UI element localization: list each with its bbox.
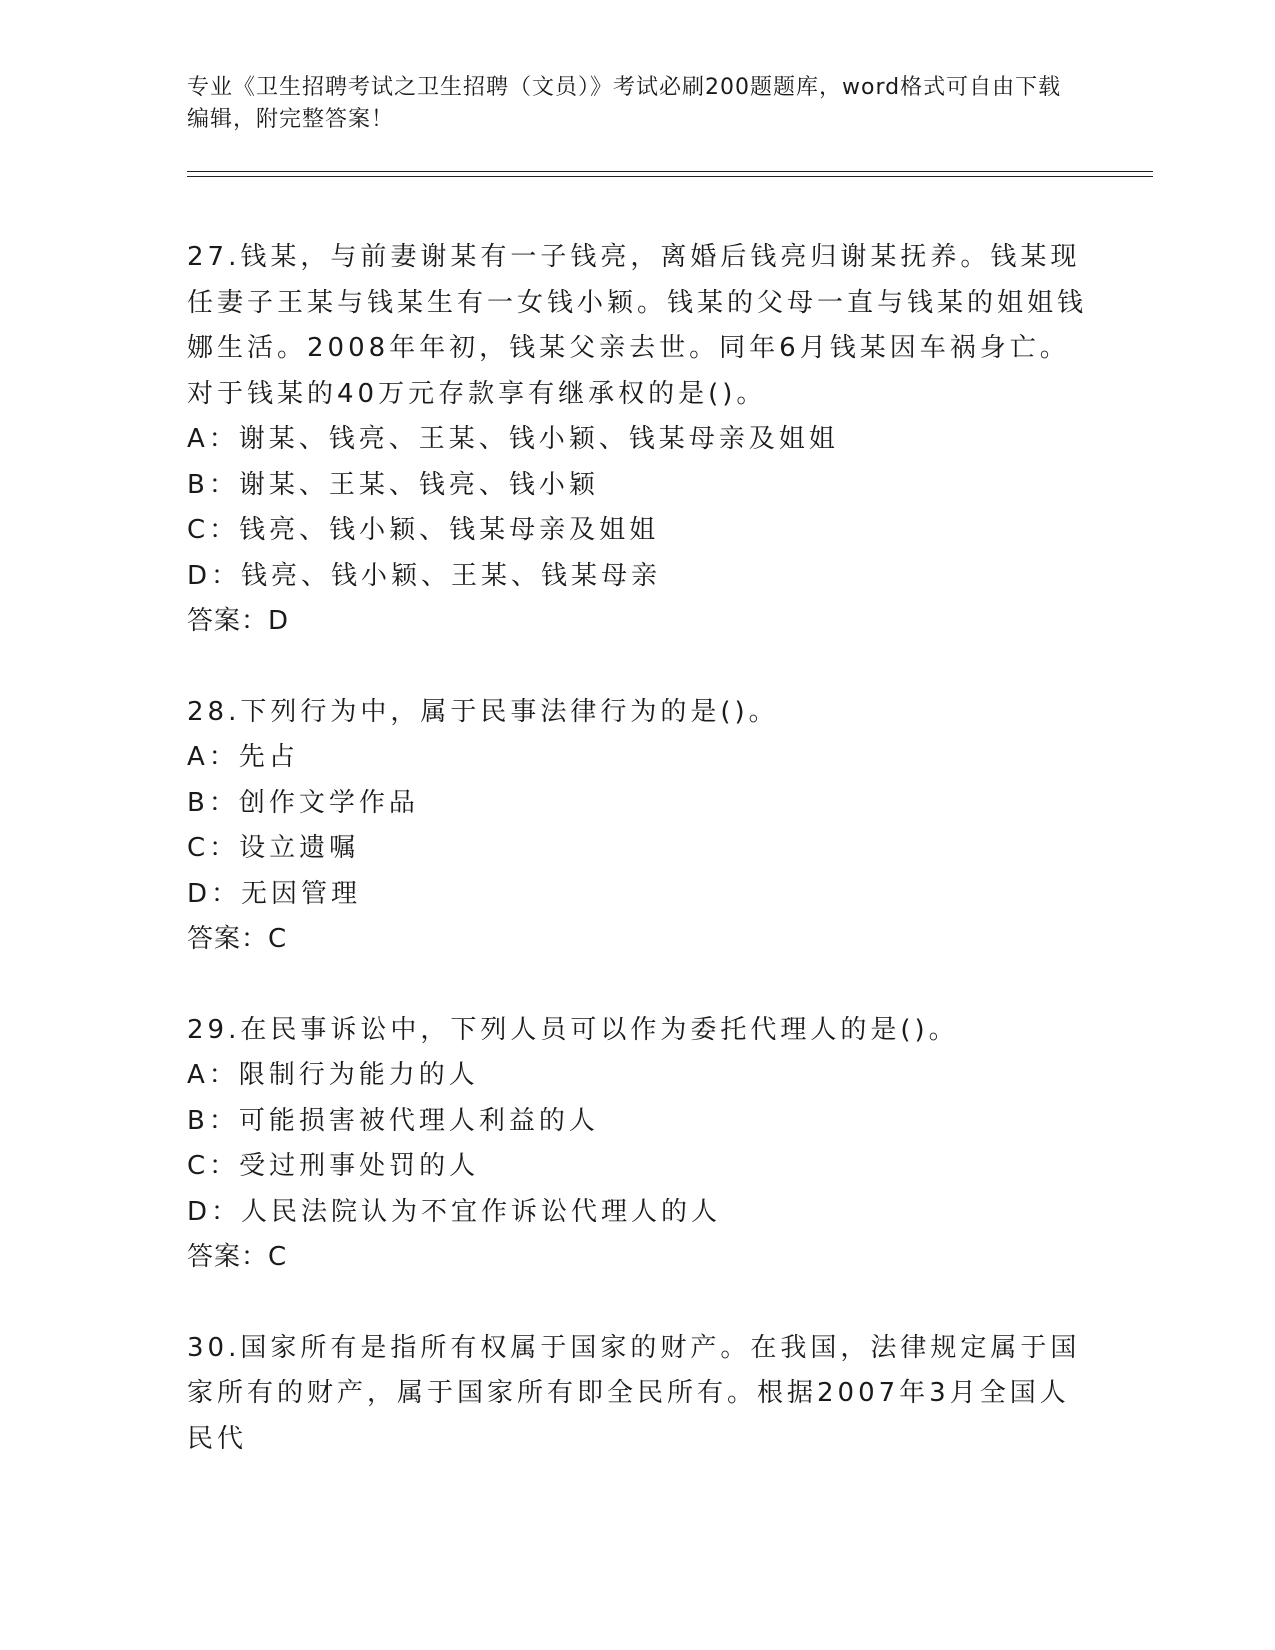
option-d: D：人民法院认为不宜作诉讼代理人的人 <box>187 1196 722 1227</box>
header-divider-top <box>187 171 1153 172</box>
option-a: A：限制行为能力的人 <box>187 1060 479 1090</box>
answer: 答案：C <box>187 924 288 954</box>
option-d: D：钱亮、钱小颖、王某、钱某母亲 <box>187 560 662 591</box>
document-header: 专业《卫生招聘考试之卫生招聘（文员）》考试必刷200题题库，word格式可自由下载编辑，附完整答案！ <box>187 75 1062 132</box>
question-stem: 27.钱某，与前妻谢某有一子钱亮，离婚后钱亮归谢某抚养。钱某现任妻子王某与钱某生有一女钱小颖。钱某的父母一直与钱某的姐姐钱娜生活。2008年年初，钱某父亲去世。同年6月钱某因车祸身亡。对于钱某的40万元存款享有继承权的是()。 <box>187 242 1088 409</box>
option-b: B：可能损害被代理人利益的人 <box>187 1105 599 1136</box>
question-stem: 28.下列行为中，属于民事法律行为的是()。 <box>187 696 779 727</box>
option-b: B：谢某、王某、钱亮、钱小颖 <box>187 469 599 500</box>
question-29 <box>187 1008 1087 1281</box>
question-list <box>187 235 1087 1462</box>
question-stem: 29.在民事诉讼中，下列人员可以作为委托代理人的是()。 <box>187 1014 959 1045</box>
answer: 答案：D <box>187 606 290 636</box>
question-28 <box>187 690 1087 963</box>
answer: 答案：C <box>187 1242 288 1272</box>
option-c: C：钱亮、钱小颖、钱某母亲及姐姐 <box>187 515 660 545</box>
option-d: D：无因管理 <box>187 878 362 909</box>
option-b: B：创作文学作品 <box>187 787 419 818</box>
option-c: C：受过刑事处罚的人 <box>187 1151 480 1181</box>
question-27 <box>187 235 1087 645</box>
option-a: A：谢某、钱亮、王某、钱小颖、钱某母亲及姐姐 <box>187 424 839 454</box>
option-c: C：设立遗嘱 <box>187 833 360 863</box>
option-a: A：先占 <box>187 742 299 772</box>
question-30 <box>187 1326 1087 1463</box>
question-stem: 30.国家所有是指所有权属于国家的财产。在我国，法律规定属于国家所有的财产，属于国家所有即全民所有。根据2007年3月全国人民代 <box>187 1332 1081 1454</box>
header-divider-bottom <box>187 176 1153 177</box>
